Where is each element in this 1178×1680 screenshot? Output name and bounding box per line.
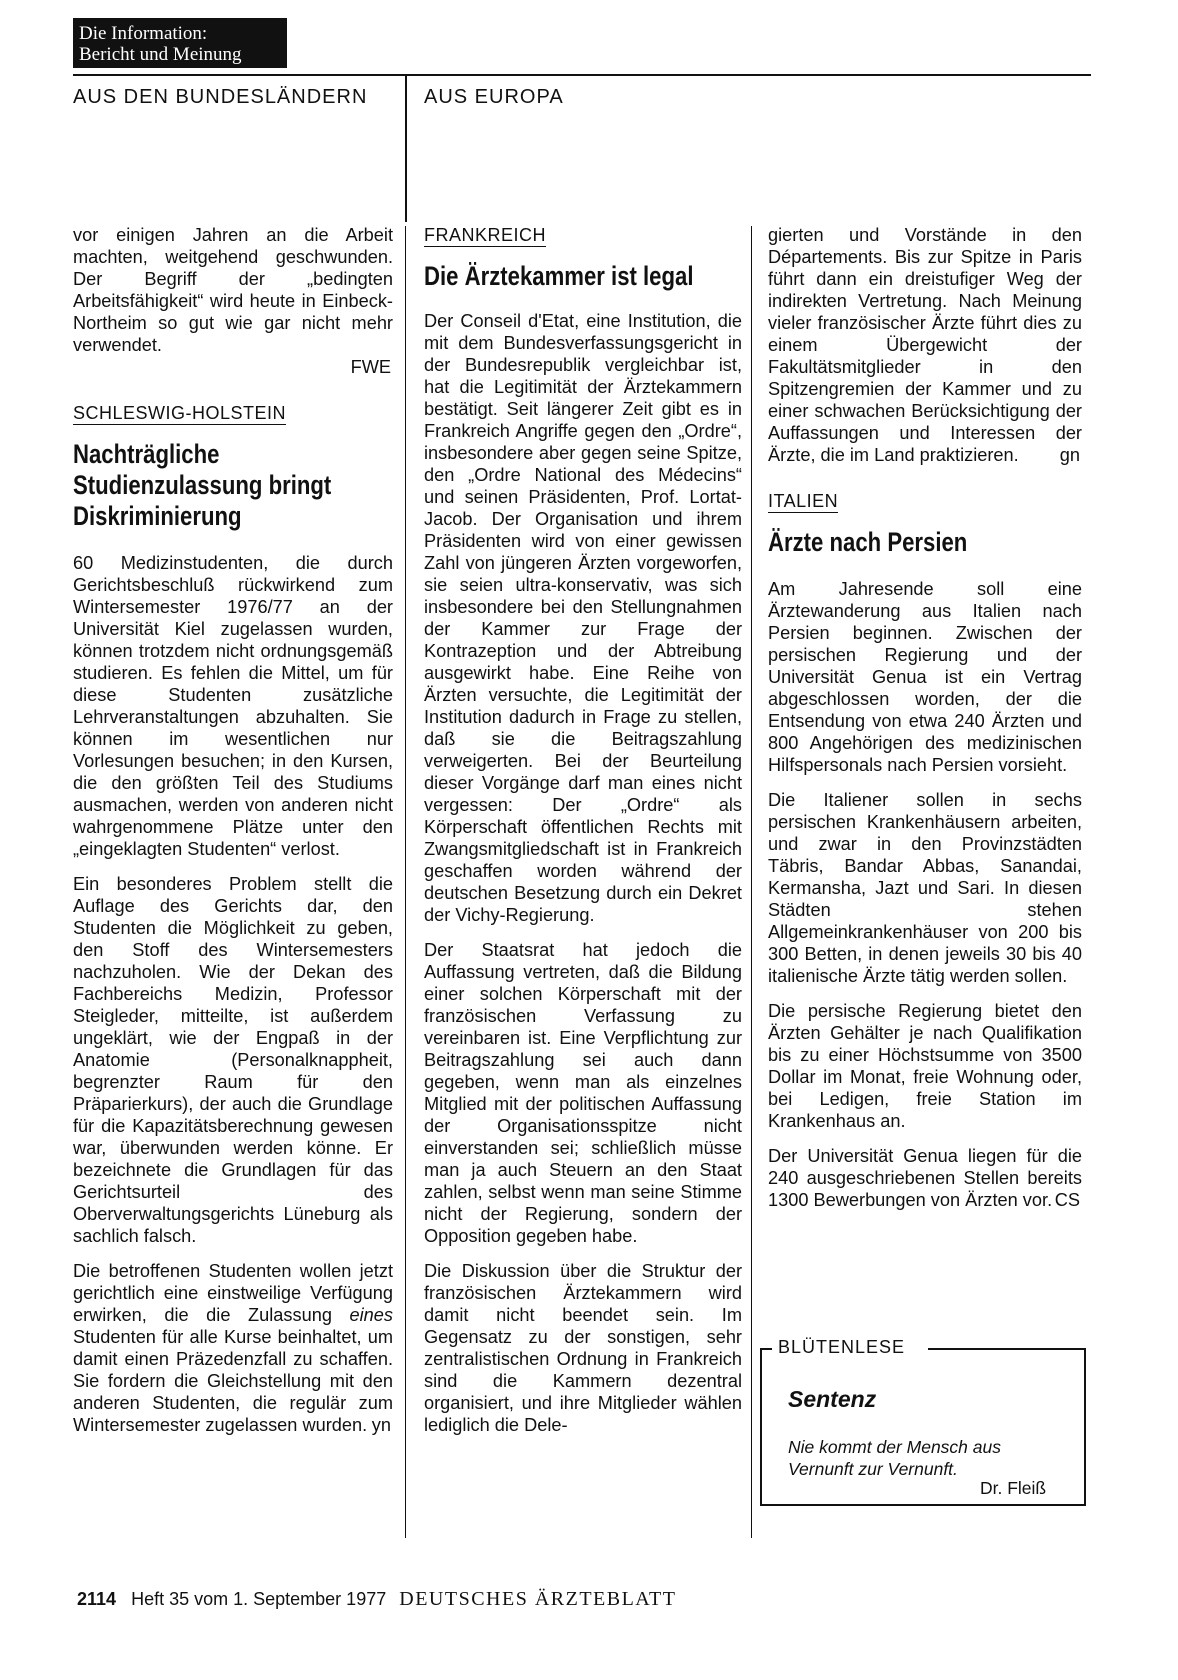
headline-persien: Ärzte nach Persien	[768, 527, 968, 557]
paragraph: Der Staatsrat hat jedoch die Auffassung vertreten, daß die Bildung einer solchen Körperschaft mit der französischen Verfassung zu vereinbaren ist. Eine Verpflichtung zur Beitragszahlung sei auch dann gegeben, wenn man als einzelnes Mitglied mit der politischen Auffassung der Organisationsspitze nicht einverstanden sei; schließlich müsse man ja auch Steuern an den Staat zahlen, selbst wenn man seine Stimme nicht der Regierung, sondern der Opposition gegeben habe.	[424, 940, 742, 1246]
signoff	[73, 356, 393, 378]
kicker-frankreich: FRANKREICH	[424, 225, 547, 245]
headline-aerztekammer: Die Ärztekammer ist legal	[424, 261, 694, 291]
headline-studienzulassung: Nachträgliche Studienzulassung bringt Diskriminierung	[73, 439, 332, 531]
paragraph: Der Conseil d'Etat, eine Institution, die mit dem Bundesverfassungsgericht in der Bundesrepublik vergleichbar ist, hat die Legitimität der Ärztekammern bestätigt. Seit längerer Zeit gibt es in Frankreich Angriffe gegen den „Ordre“, insbesondere aber gegen seine Spitze, den „Ordre National des Médecins“ und seinen Präsidenten, Prof. Lortat-Jacob. Der Organisation und ihrem Präsidenten wird von einer gewissen Zahl von jüngeren Ärzten vorgeworfen, sie seien ultra-konservativ, was sich insbesondere bei den Stellungnahmen der Kammer zur Frage der Kontrazeption und der Abtreibung ausgewirkt habe. Eine Reihe von Ärzten versuchte, die Legitimität der Institution dadurch in Frage zu stellen, daß sie die Beitragszahlung verweigerten. Bei der Beurteilung dieser Vorgänge darf man eines nicht vergessen: Der „Ordre“ als Körperschaft öffentlichen Rechts mit Zwangsmitgliedschaft ist in Frankreich geschaffen worden während der deutschen Besetzung durch ein Dekret der Vichy-Regierung.	[424, 311, 742, 925]
paragraph: 60 Medizinstudenten, die durch Gerichtsbeschluß rückwirkend zum Wintersemester 1976/77 an der Universität Kiel zugelassen wurden, können trotzdem nicht ordnungsgemäß studieren. Es fehlen die Mittel, um für diese Studenten zusätzliche Lehrveranstaltungen abzuhalten. Sie können im wesentlichen nur Vorlesungen besuchen; in den Kursen, die den größten Teil des Studiums ausmachen, werden von anderen nicht wahrgenommene Plätze unter den „eingeklagten Studenten“ verlost.	[73, 553, 393, 859]
column-1	[73, 224, 393, 1436]
author-initials: FWE	[350, 357, 391, 377]
author-initials: CS	[1054, 1190, 1080, 1210]
column-3	[768, 224, 1082, 1211]
page-number: 2114	[77, 1589, 117, 1609]
masthead: DEUTSCHES ÄRZTEBLATT	[399, 1588, 677, 1610]
column-rule-1	[405, 226, 406, 1538]
paragraph: Am Jahresende soll eine Ärztewanderung aus Italien nach Persien beginnen. Zwischen der persischen Regierung und der Universität Genua ist ein Vertrag abgeschlossen worden, der die Entsendung von etwa 240 Ärzten und 800 Angehörigen des medizinischen Hilfspersonals nach Persien vorsieht.	[768, 579, 1082, 775]
author-initials: gn	[1059, 445, 1080, 465]
article-continuation	[73, 224, 393, 356]
kicker-italien: ITALIEN	[768, 491, 839, 511]
column-rule-2	[751, 226, 752, 1538]
quote-text: Nie kommt der Mensch aus Vernunft zur Vernunft.	[788, 1437, 1001, 1479]
section-left: AUS DEN BUNDESLÄNDERN	[73, 86, 368, 108]
paragraph: Die Italiener sollen in sechs persischen Krankenhäusern arbeiten, und zwar in den Provinzstädten Täbris, Bandar Abbas, Sanandai, Kermansha, Jazt und Sari. In diesen Städten stehen Allgemeinkrankenhäuser von 200 bis 300 Betten, in denen jeweils 30 bis 40 italienische Ärzte tätig werden sollen.	[768, 790, 1082, 986]
quote-title: Sentenz	[788, 1386, 877, 1412]
section-right: AUS EUROPA	[424, 86, 564, 108]
quote-box-edge	[928, 1348, 1084, 1350]
column-2	[424, 224, 742, 1436]
header-rule	[73, 74, 1091, 76]
article-continuation: gierten und Vorstände in den Départements. Bis zur Spitze in Paris führt dann ein dreistufiger Weg der indirekten Vertretung. Nach Meinung vieler französischer Ärzte führt dies zu einem Übergewicht der Fakultätsmitglieder in den Spitzengremien der Kammer und zu einer schwachen Berücksichtigung der Auffassungen und Interessen der Ärzte, die im Land praktizieren.	[768, 225, 1082, 465]
issue-info: Heft 35 vom 1. September 1977	[131, 1589, 387, 1609]
paragraph: Die Diskussion über die Struktur der französischen Ärztekammern wird damit nicht beendet sein. Im Gegensatz zu der sonstigen, sehr zentralistischen Ordnung in Frankreich sind die Kammern dezentral organisiert, und ihre Mitglieder wählen lediglich die Dele-	[424, 1261, 742, 1435]
rubric-line-1: Die Information:	[79, 23, 208, 44]
header-divider	[405, 74, 407, 222]
author-initials: yn	[371, 1415, 391, 1435]
quote-author: Dr. Fleiß	[980, 1478, 1047, 1498]
rubric-line-2: Bericht und Meinung	[79, 44, 242, 65]
quote-box-edge	[760, 1348, 772, 1350]
kicker-schleswig-holstein: SCHLESWIG-HOLSTEIN	[73, 403, 287, 423]
paragraph: Die betroffenen Studenten wollen jetzt gerichtlich eine einstweilige Verfügung erwirken, die die Zulassung eines Studenten für alle Kurse beinhaltet, um damit einen Präzedenzfall zu schaffen. Sie fordern die Gleichstellung mit den anderen Studenten, die regulär zum Wintersemester zugelassen wurden.	[73, 1261, 393, 1435]
paragraph: Die persische Regierung bietet den Ärzten Gehälter je nach Qualifikation bis zu einer Höchstsumme von 3500 Dollar im Monat, freie Wohnung oder, bei Ledigen, freie Station im Krankenhaus an.	[768, 1001, 1082, 1131]
rubric-label	[73, 18, 287, 68]
paragraph: Ein besonderes Problem stellt die Auflage des Gerichts dar, den Studenten die Möglichkeit zu geben, den Stoff des Wintersemesters nachzuholen. Wie der Dekan des Fachbereichs Medizin, Professor Steigleder, mitteilte, ist außerdem ungeklärt, wie der Engpaß in der Anatomie (Personalknappheit, begrenzter Raum für den Präparierkurs), der auch die Grundlage für die Kapazitätsberechnung gewesen war, überwunden werden könne. Er bezeichnete die Grundlagen für das Gerichtsurteil des Oberverwaltungsgerichts Lüneburg als sachlich falsch.	[73, 874, 393, 1246]
paragraph: Der Universität Genua liegen für die 240 ausgeschriebenen Stellen bereits 1300 Bewerbungen von Ärzten vor.	[768, 1146, 1082, 1210]
quote-box-label: BLÜTENLESE	[778, 1337, 906, 1357]
emphasis: eines	[349, 1305, 393, 1325]
page-footer	[77, 1588, 676, 1611]
continuation-text: vor einigen Jahren an die Arbeit machten, weitgehend geschwunden. Der Begriff der „bedingten Arbeitsfähigkeit“ wird heute in Einbeck-Northeim so gut wie gar nicht mehr verwendet.	[73, 225, 393, 355]
